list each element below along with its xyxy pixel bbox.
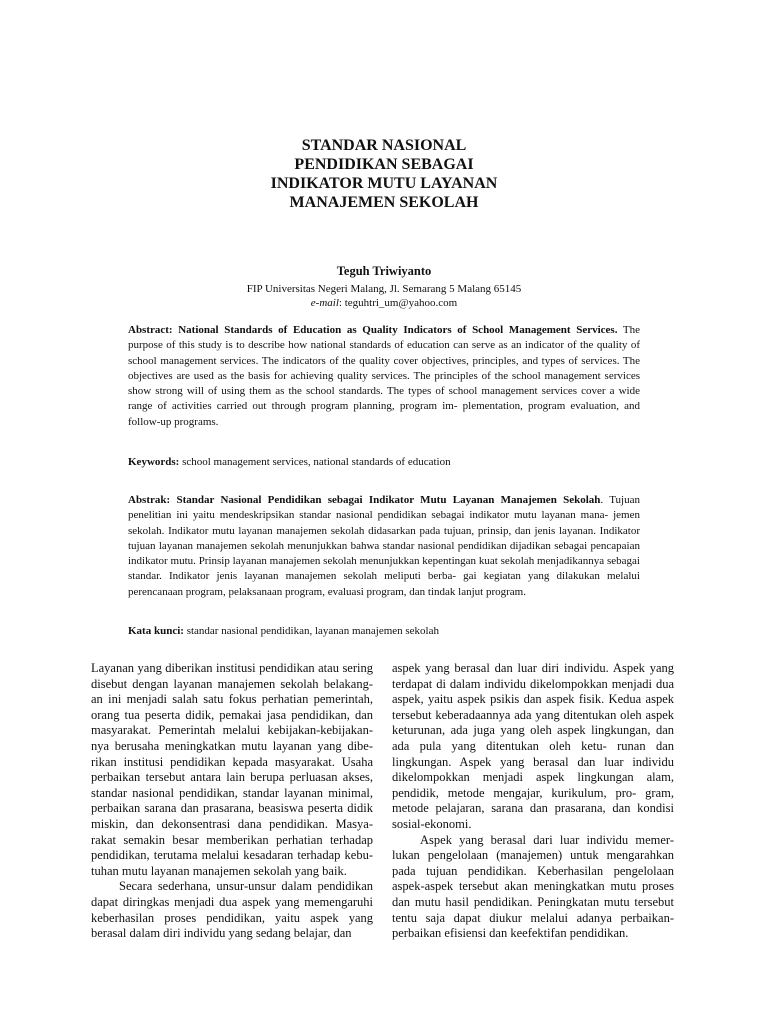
author-affiliation: FIP Universitas Negeri Malang, Jl. Semarang 5 Malang 65145 — [246, 283, 522, 295]
kata-kunci-label: Kata kunci: — [128, 625, 184, 637]
body-column-left — [91, 661, 373, 942]
author-email-line — [0, 296, 768, 310]
author-affiliation-block — [0, 282, 768, 310]
abstrak-label: Abstrak — [128, 494, 167, 506]
keywords-indonesian — [128, 624, 640, 639]
title-line: PENDIDIKAN SEBAGAI — [294, 156, 474, 173]
abstract-indonesian — [128, 493, 640, 600]
email-label: e-mail — [310, 297, 339, 309]
keywords-text: school management services, national standards of education — [179, 456, 451, 468]
title-line: MANAJEMEN SEKOLAH — [289, 194, 479, 211]
author-name: Teguh Triwiyanto — [336, 264, 432, 278]
author-email: : teguhtri_um@yahoo.com — [338, 297, 458, 309]
keywords-english — [128, 455, 640, 470]
body-paragraph: Layanan yang diberikan institusi pendidikan atau sering disebut dengan layanan manajemen sekolah belakang- an ini menjadi salah satu fokus perhatian pemerintah, orang tua peserta didik, pemakai jasa pendidikan, dan masyarakat. Pemerintah melalui kebijakan-kebijakan- nya berusaha meningkatkan mutu layanan yang dibe- rikan institusi pendidikan kepada masyarakat. Usaha perbaikan tersebut antara lain berupa perluasan akses, standar nasional pendidikan, standar layanan minimal, perbaikan sarana dan prasarana, beasiswa peserta didik miskin, dan dekonsentrasi dana pendidikan. Masya- rakat semakin besar memberikan perhatian terhadap pendidikan, terutama melalui kesadaran terhadap kebu- tuhan mutu layanan manajemen sekolah yang baik. — [91, 661, 373, 878]
abstract-english — [128, 323, 640, 430]
body-paragraph: Secara sederhana, unsur-unsur dalam pendidikan dapat diringkas menjadi dua aspek yang memengaruhi keberhasilan proses pendidikan, yaitu aspek yang berasal dalam diri individu yang sedang belajar, dan — [91, 879, 373, 941]
abstrak-body: . Tujuan penelitian ini yaitu mendeskripsikan standar nasional pendidikan sebagai indikator mutu layanan mana- jemen sekolah. Indikator mutu layanan manajemen sekolah didasarkan pada tujuan, prinsip, dan jenis layanan. Indikator tujuan layanan manajemen sekolah menunjukkan bahwa standar nasional pendidikan dijadikan sebagai pencapaian indikator mutu. Prinsip layanan manajemen sekolah menunjukkan kepentingan kuat sekolah menjadikannya sebagai standar. Indikator jenis layanan manajemen sekolah meliputi berba- gai kegiatan yang dilakukan melalui perencanaan program, pelaksanaan program, evaluasi program, dan tindak lanjut program. — [128, 494, 640, 598]
title-line: INDIKATOR MUTU LAYANAN — [270, 175, 498, 192]
abstrak-title: : Standar Nasional Pendidikan sebagai Indikator Mutu Layanan Manajemen Sekolah — [166, 494, 601, 506]
body-column-right — [392, 661, 674, 942]
title-line: STANDAR NASIONAL — [301, 137, 467, 154]
abstract-title: National Standards of Education as Quality Indicators of School Management Services. — [172, 324, 618, 336]
body-paragraph: aspek yang berasal dan luar diri individu. Aspek yang terdapat di dalam individu dikelompokkan menjadi dua aspek, yaitu aspek psikis dan aspek fisik. Kedua aspek tersebut keberadaannya ada yang ditentukan oleh aspek keturunan, ada juga yang oleh aspek lingkungan, dan ada pula yang ditentukan oleh ketu- runan dan lingkungan. Aspek yang berasal dan luar individu dikelompokkan menjadi aspek lingkungan alam, pendidik, metode mengajar, kurikulum, pro- gram, metode pelajaran, sarana dan prasarana, dan kondisi sosial-ekonomi. — [392, 661, 674, 831]
abstract-label: Abstract: — [128, 324, 173, 336]
kata-kunci-text: standar nasional pendidikan, layanan manajemen sekolah — [183, 625, 439, 637]
abstract-body: The purpose of this study is to describe how national standards of education can serve as an indicator of the quality of school management services. The indicators of the quality cover objectives, principles, and types of services. The objectives are used as the basis for achieving quality services. The principles of the school management services show strong will of using them as the school standards. The types of school management services cover a wide range of activities carried out through program planning, program im- plementation, program evaluation, and follow-up programs. — [128, 324, 640, 428]
paper-title — [0, 136, 768, 212]
body-paragraph: Aspek yang berasal dari luar individu memer- lukan pengelolaan (manajemen) untuk mengarahkan pada tujuan pendidikan. Keberhasilan pengelolaan aspek-aspek tersebut akan meningkatkan mutu proses dan mutu hasil pendidikan. Peningkatan mutu tersebut tentu saja dapat diukur melalui adanya perbaikan- perbaikan efisiensi dan keefektifan pendidikan. — [392, 832, 674, 941]
keywords-label: Keywords: — [128, 456, 180, 468]
